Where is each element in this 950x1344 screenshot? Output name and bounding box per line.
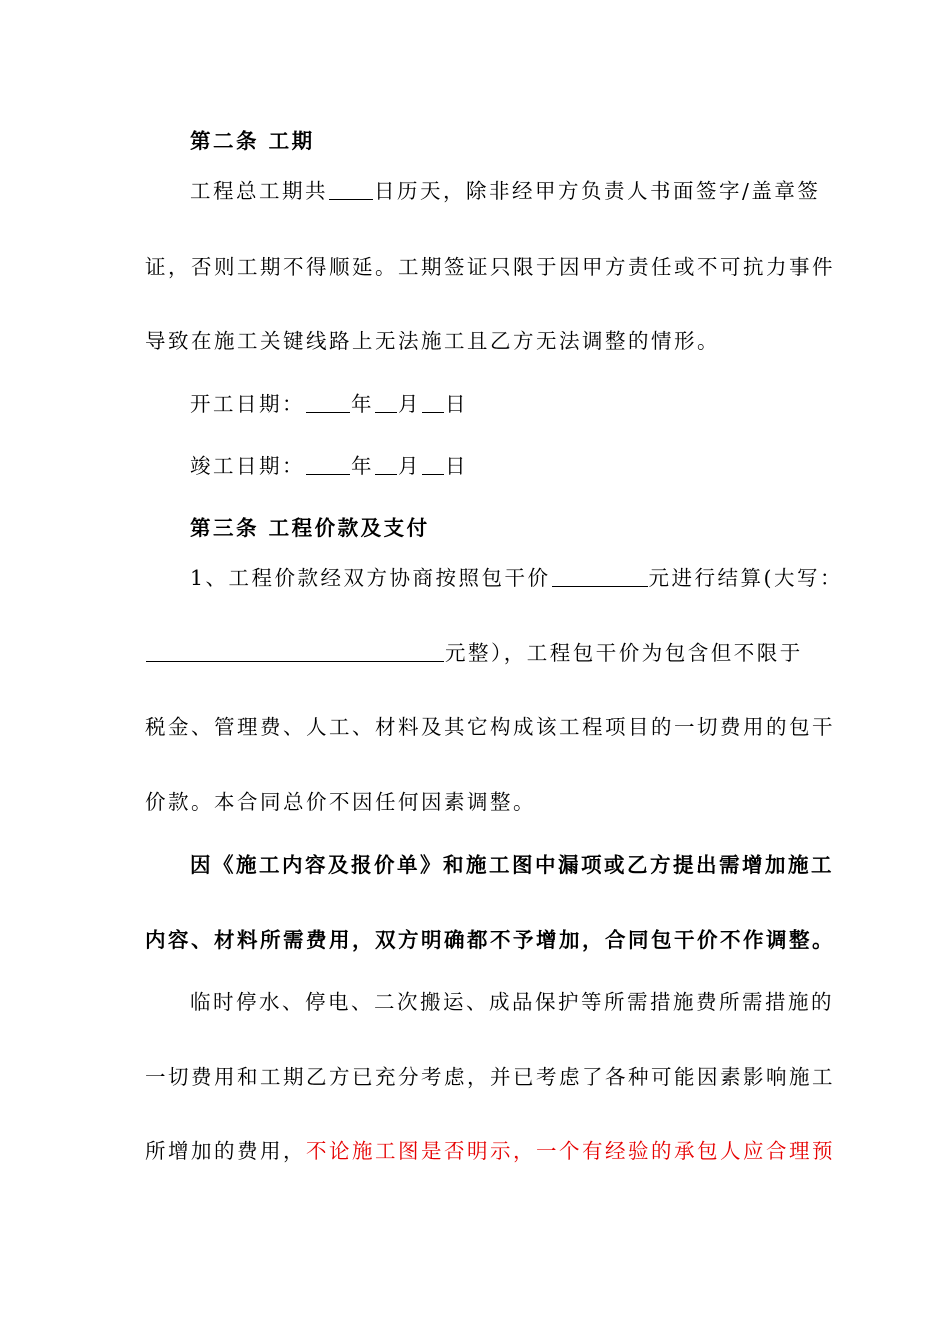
month-char: 月 xyxy=(398,454,421,478)
measures-paragraph-line-1: 临时停水、停电、二次搬运、成品保护等所需措施费所需措施的 xyxy=(190,990,834,1014)
text-segment: 元整），工程包干价为包含但不限于 xyxy=(445,641,803,665)
article-2-paragraph-line-2: 证，否则工期不得顺延。工期签证只限于因甲方责任或不可抗力事件 xyxy=(145,255,835,279)
text-segment: 1、工程价款经双方协商按照包干价 xyxy=(190,566,551,590)
article-3-heading: 第三条 工程价款及支付 xyxy=(190,516,430,540)
blank-field-price-in-words xyxy=(146,639,444,662)
start-date-label: 开工日期： xyxy=(190,392,305,416)
blank-field-month xyxy=(375,452,397,475)
article-2-paragraph-line-1 xyxy=(190,176,821,206)
blank-field-month xyxy=(375,390,397,413)
text-segment: 日历天，除非经甲方负责人书面签字/盖章签 xyxy=(374,179,821,203)
article-2-heading: 第二条 工期 xyxy=(190,129,315,153)
blank-field-days xyxy=(329,177,373,200)
text-segment: 所增加的费用， xyxy=(145,1139,306,1163)
blank-field-year xyxy=(306,390,350,413)
measures-paragraph-line-2: 一切费用和工期乙方已充分考虑，并已考虑了各种可能因素影响施工 xyxy=(145,1065,835,1089)
text-segment: 元进行结算(大写： xyxy=(648,566,844,590)
blank-field-year xyxy=(306,452,350,475)
end-date-line xyxy=(190,451,810,481)
highlighted-text: 不论施工图是否明示，一个有经验的承包人应合理预 xyxy=(306,1139,835,1163)
bold-clause-line-1: 因《施工内容及报价单》和施工图中漏项或乙方提出需增加施工 xyxy=(190,853,834,877)
article-3-paragraph-line-2 xyxy=(145,638,810,668)
article-3-paragraph-line-1 xyxy=(190,563,844,593)
measures-paragraph-line-3 xyxy=(145,1136,835,1166)
article-2-paragraph-line-3: 导致在施工关键线路上无法施工且乙方无法调整的情形。 xyxy=(145,329,720,353)
start-date-line xyxy=(190,389,810,419)
year-char: 年 xyxy=(351,392,374,416)
blank-field-day xyxy=(422,452,444,475)
text-segment: 工程总工期共 xyxy=(190,179,328,203)
end-date-label: 竣工日期： xyxy=(190,454,305,478)
blank-field-price xyxy=(552,564,648,587)
day-char: 日 xyxy=(445,392,468,416)
article-3-paragraph-line-4: 价款。本合同总价不因任何因素调整。 xyxy=(145,790,536,814)
day-char: 日 xyxy=(445,454,468,478)
article-3-paragraph-line-3: 税金、管理费、人工、材料及其它构成该工程项目的一切费用的包干 xyxy=(145,715,835,739)
month-char: 月 xyxy=(398,392,421,416)
bold-clause-line-2: 内容、材料所需费用，双方明确都不予增加，合同包干价不作调整。 xyxy=(145,928,835,952)
year-char: 年 xyxy=(351,454,374,478)
blank-field-day xyxy=(422,390,444,413)
